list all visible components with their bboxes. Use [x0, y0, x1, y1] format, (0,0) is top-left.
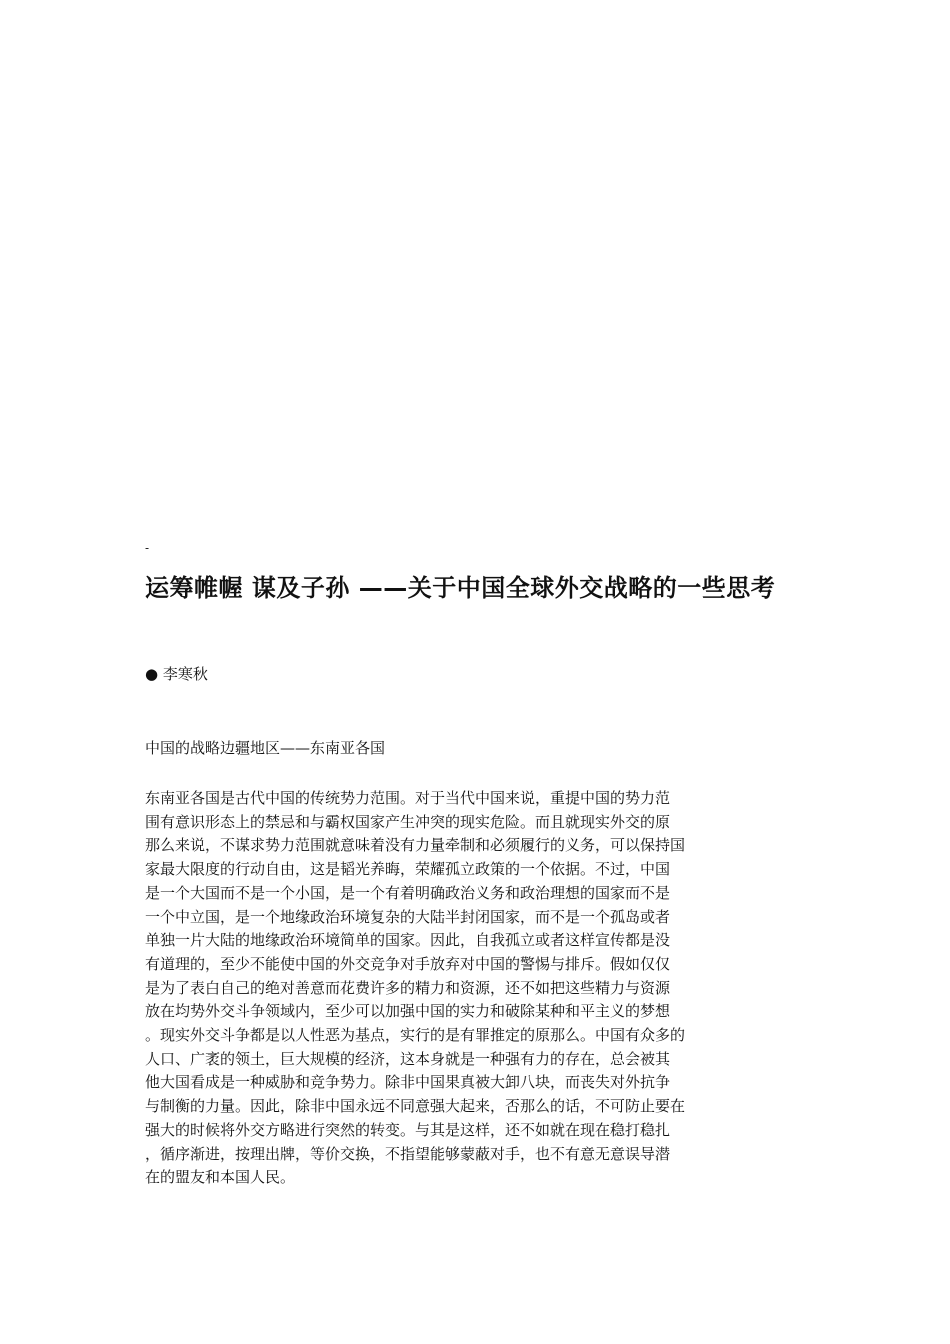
body-line: 围有意识形态上的禁忌和与霸权国家产生冲突的现实危险。而且就现实外交的原	[145, 812, 671, 831]
page-mark: -	[145, 541, 150, 555]
body-line: 有道理的，至少不能使中国的外交竞争对手放弃对中国的警惕与排斥。假如仅仅	[145, 954, 671, 973]
body-line: 单独一片大陆的地缘政治环境简单的国家。因此，自我孤立或者这样宣传都是没	[145, 931, 671, 950]
author-byline: ● 李寒秋	[145, 665, 208, 683]
body-line: 是一个大国而不是一个小国，是一个有着明确政治义务和政治理想的国家而不是	[145, 883, 671, 902]
article-title: 运筹帷幄 谋及子孙 ——关于中国全球外交战略的一些思考	[145, 574, 776, 602]
body-line: 与制衡的力量。因此，除非中国永远不同意强大起来，否那么的话，不可防止要在	[145, 1097, 686, 1116]
body-line: ，循序渐进，按理出牌，等价交换，不指望能够蒙蔽对手，也不有意无意误导潜	[145, 1144, 671, 1163]
body-line: 是为了表白自己的绝对善意而花费许多的精力和资源，还不如把这些精力与资源	[145, 978, 671, 997]
body-line: 家最大限度的行动自由，这是韬光养晦，荣耀孤立政策的一个依据。不过，中国	[145, 860, 671, 879]
body-line: 强大的时候将外交方略进行突然的转变。与其是这样，还不如就在现在稳打稳扎	[145, 1120, 671, 1139]
section-heading: 中国的战略边疆地区——东南亚各国	[145, 739, 386, 757]
body-line: 一个中立国，是一个地缘政治环境复杂的大陆半封闭国家，而不是一个孤岛或者	[145, 907, 671, 926]
body-line: 那么来说，不谋求势力范围就意味着没有力量牵制和必须履行的义务，可以保持国	[145, 836, 686, 855]
body-line: 放在均势外交斗争领域内，至少可以加强中国的实力和破除某种和平主义的梦想	[145, 1002, 671, 1021]
body-line: 。现实外交斗争都是以人性恶为基点，实行的是有罪推定的原那么。中国有众多的	[145, 1026, 686, 1045]
body-line: 在的盟友和本国人民。	[145, 1168, 296, 1187]
body-line: 他大国看成是一种威胁和竞争势力。除非中国果真被大卸八块，而丧失对外抗争	[145, 1073, 671, 1092]
body-line: 人口、广袤的领土，巨大规模的经济，这本身就是一种强有力的存在，总会被其	[145, 1049, 671, 1068]
body-line: 东南亚各国是古代中国的传统势力范围。对于当代中国来说，重提中国的势力范	[145, 789, 671, 807]
body-paragraph	[145, 787, 765, 1190]
